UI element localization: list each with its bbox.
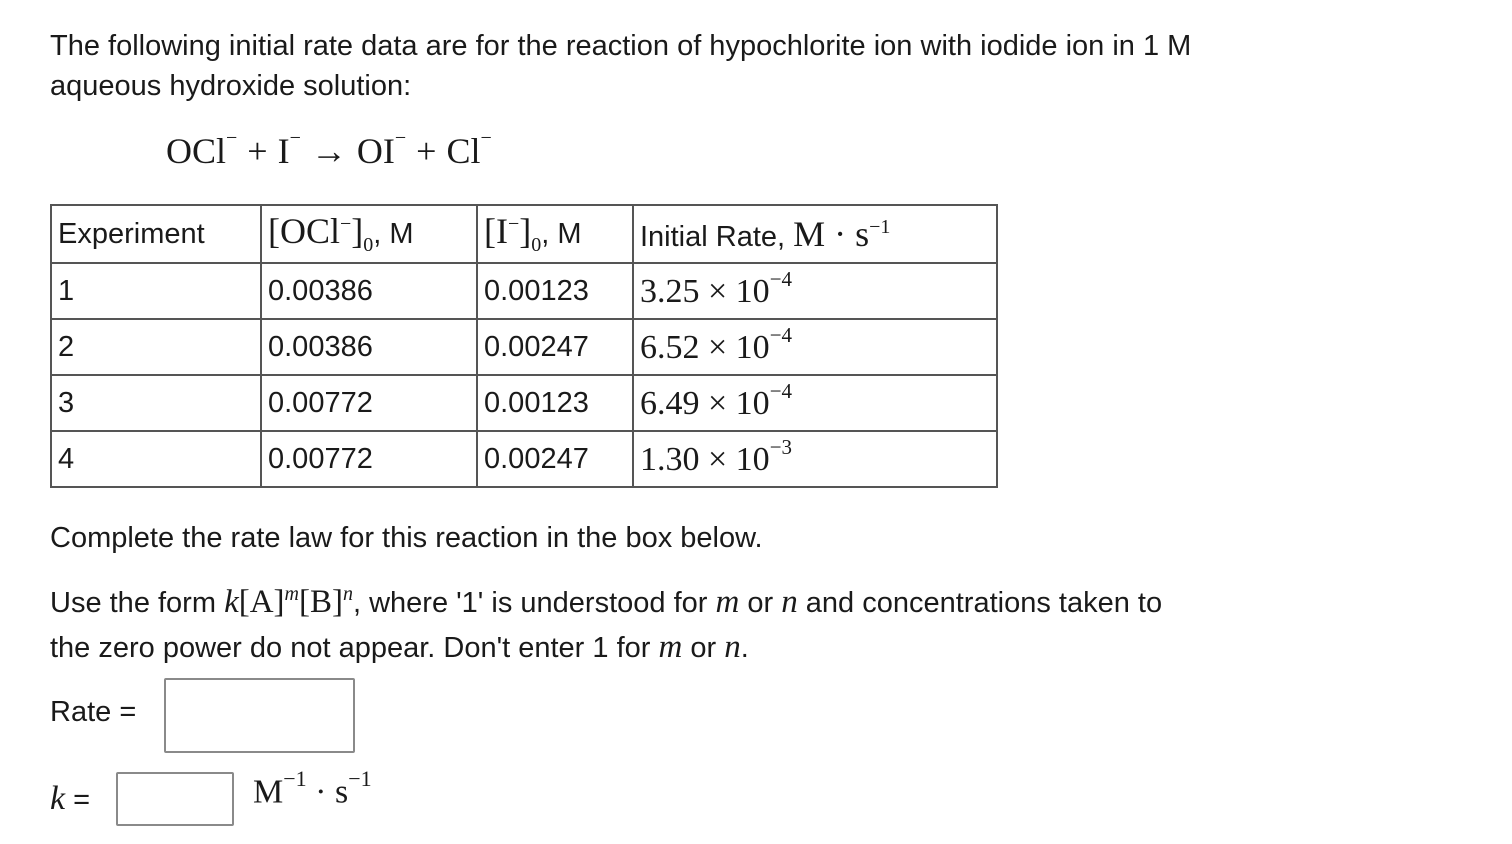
form-tail: and concentrations taken to — [797, 587, 1163, 619]
k-label — [50, 780, 90, 818]
intro-line-1: The following initial rate data are for the reaction of hypochlorite ion with iodide ion in 1 M — [50, 30, 1192, 62]
header-ocl-charge: − — [340, 213, 352, 236]
rate-data-table — [50, 204, 998, 488]
form-suffix: , where '1' is understood for — [352, 587, 716, 619]
rate-cell — [633, 319, 997, 375]
iodide-cell: 0.00123 — [477, 375, 633, 431]
charge-3: − — [394, 127, 407, 149]
header-ocl-bracket: ] — [351, 211, 364, 252]
rate-law-input[interactable] — [164, 678, 355, 753]
rate-exponent: −3 — [769, 434, 793, 459]
experiment-cell: 1 — [51, 263, 261, 319]
form-k: k — [224, 584, 239, 620]
product-chloride: Cl — [446, 131, 481, 171]
var-m: m — [715, 584, 740, 620]
rate-cell — [633, 375, 997, 431]
header-rate-unit-exp: −1 — [869, 216, 891, 238]
header-ocl-concentration — [261, 205, 477, 263]
header-iodide-species: [I — [484, 211, 508, 252]
form-or-2: or — [682, 632, 725, 664]
iodide-cell: 0.00123 — [477, 263, 633, 319]
form-b: [B] — [298, 584, 343, 620]
unit-s: s — [334, 773, 349, 811]
var-n-2: n — [724, 629, 741, 665]
header-rate-unit: M · s — [793, 214, 870, 254]
experiment-cell: 2 — [51, 319, 261, 375]
experiment-cell: 4 — [51, 431, 261, 487]
header-ocl-unit: , M — [373, 218, 414, 251]
experiment-cell: 3 — [51, 375, 261, 431]
rate-mantissa: 1.30 × 10 — [640, 441, 770, 479]
header-experiment: Experiment — [51, 205, 261, 263]
rate-exponent: −4 — [769, 322, 793, 347]
intro-line-2: aqueous hydroxide solution: — [50, 70, 412, 102]
ocl-cell: 0.00386 — [261, 319, 477, 375]
instruction-complete: Complete the rate law for this reaction in the box below. — [50, 522, 763, 554]
rate-label: Rate = — [50, 696, 137, 728]
unit-m: M — [253, 773, 284, 811]
rate-cell — [633, 263, 997, 319]
form-or-1: or — [739, 587, 782, 619]
form-m-exp: m — [284, 583, 299, 605]
header-iodide-bracket: ] — [519, 211, 532, 252]
ocl-cell: 0.00772 — [261, 375, 477, 431]
plus-sign-2: + — [416, 131, 437, 171]
reaction-arrow: → — [310, 131, 347, 171]
rate-exponent: −4 — [769, 266, 793, 291]
reaction-equation — [166, 127, 492, 172]
header-iodide-concentration — [477, 205, 633, 263]
table-row — [51, 263, 997, 319]
rate-constant-input[interactable] — [116, 772, 234, 826]
table-header-row — [51, 205, 997, 263]
rate-mantissa: 6.49 × 10 — [640, 385, 770, 423]
ocl-cell: 0.00772 — [261, 431, 477, 487]
iodide-cell: 0.00247 — [477, 319, 633, 375]
instruction-form — [50, 572, 1470, 670]
var-n: n — [781, 584, 798, 620]
header-iodide-unit: , M — [541, 218, 582, 251]
charge-1: − — [226, 127, 238, 149]
rate-mantissa: 6.52 × 10 — [640, 329, 770, 367]
plus-sign-1: + — [247, 131, 268, 171]
product-hypoiodite: OI — [356, 131, 395, 171]
charge-2: − — [289, 127, 301, 149]
header-ocl-sub: 0 — [363, 234, 374, 257]
header-initial-rate — [633, 205, 997, 263]
line3-prefix: the zero power do not appear. Don't enter 1 for — [50, 632, 659, 664]
line3-period: . — [740, 632, 749, 664]
unit-s-exp: −1 — [348, 766, 372, 791]
header-iodide-sub: 0 — [531, 234, 542, 257]
form-n-exp: n — [342, 583, 353, 605]
header-ocl-species: [OCl — [268, 211, 340, 252]
rate-constant-unit — [253, 766, 372, 811]
rate-exponent: −4 — [769, 378, 793, 403]
k-equals: = — [65, 784, 91, 816]
k-symbol: k — [50, 780, 66, 817]
unit-m-exp: −1 — [283, 766, 307, 791]
rate-mantissa: 3.25 × 10 — [640, 273, 770, 311]
charge-4: − — [480, 127, 492, 149]
reactant-hypochlorite: OCl — [166, 131, 227, 171]
header-rate-label: Initial Rate, — [640, 221, 794, 253]
form-prefix: Use the form — [50, 587, 225, 619]
unit-dot: · — [306, 773, 335, 811]
reactant-iodide: I — [277, 131, 290, 171]
var-m-2: m — [658, 629, 683, 665]
rate-cell — [633, 431, 997, 487]
iodide-cell: 0.00247 — [477, 431, 633, 487]
form-a: [A] — [238, 584, 285, 620]
table-row — [51, 431, 997, 487]
header-iodide-charge: − — [507, 213, 520, 236]
ocl-cell: 0.00386 — [261, 263, 477, 319]
intro-text — [50, 26, 1450, 106]
table-row — [51, 375, 997, 431]
table-row — [51, 319, 997, 375]
